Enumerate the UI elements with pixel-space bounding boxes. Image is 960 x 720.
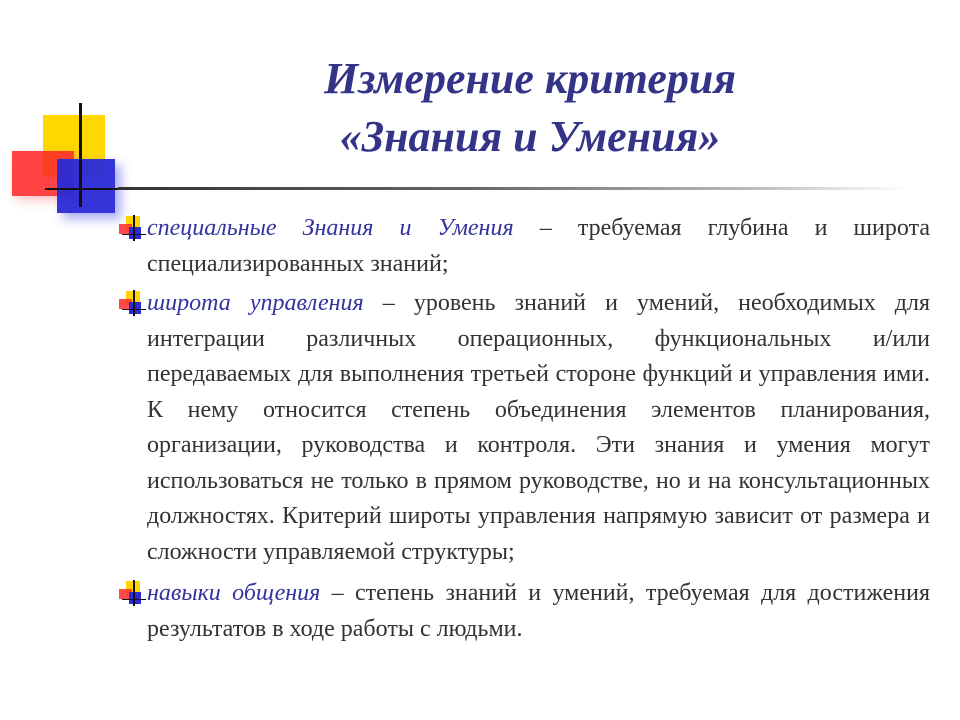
colored-squares-bullet-icon (118, 580, 148, 608)
list-item-term: специальные Знания и Умения (147, 215, 514, 241)
list-item-text: – требуемая глубина и широта специализированных знаний; (147, 215, 930, 277)
colored-squares-bullet-icon (118, 290, 148, 318)
list-item-term: навыки общения (147, 580, 321, 606)
list-item-communication-skills (78, 576, 930, 647)
list-item-text: – уровень знаний и умений, необходимых для интеграции различных операционных, функциональных и/или передаваемых для выполнения третьей стороне функций и управления ими. К нему относится степень объединения элементов планирования, организации, руководства и контроля. Эти знания и умения могут использоваться не только в прямом руководстве, но и на консультационных должностях. Критерий широты управления напрямую зависит от размера и сложности управляемой структуры; (147, 290, 930, 565)
title-divider (118, 187, 908, 190)
list-item-special-knowledge (78, 211, 930, 282)
list-item-management-breadth (78, 286, 930, 570)
list-item-text: – степень знаний и умений, требуемая для достижения результатов в ходе работы с людьми. (147, 580, 930, 642)
slide-title (180, 50, 880, 166)
slide-body (78, 211, 930, 647)
colored-squares-bullet-icon (118, 215, 148, 243)
list-item-term: широта управления (147, 290, 364, 316)
logo-horizontal-line (45, 188, 125, 190)
slide-title-line-1: Измерение критерия (323, 54, 736, 103)
logo-vertical-line (79, 103, 82, 207)
logo-blue-square (57, 159, 115, 213)
slide-title-line-2: «Знания и Умения» (339, 112, 721, 161)
